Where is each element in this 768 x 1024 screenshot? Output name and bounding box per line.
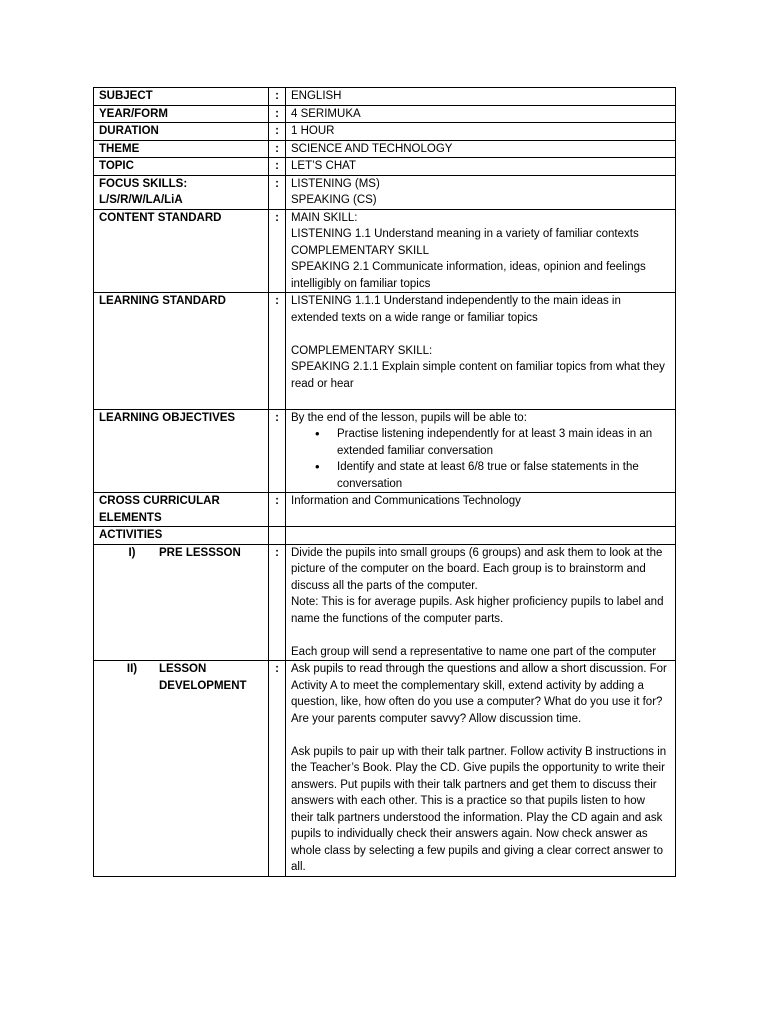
row-topic (94, 158, 676, 176)
objectives-list (291, 426, 670, 492)
separator: : (269, 409, 286, 493)
lesson-development-label (94, 661, 269, 877)
row-learning-standard (94, 293, 676, 410)
objective-item: • Identify and state at least 6/8 true or false statements in the conversation (291, 459, 670, 492)
row-content-standard (94, 209, 676, 293)
learning-standard-value (286, 293, 676, 410)
content-line: SPEAKING 2.1 Communicate information, ideas, opinion and feelings intelligibly on familiar topics (291, 261, 646, 290)
focus-value-line1: LISTENING (MS) (291, 177, 380, 190)
lesson-development-value (286, 661, 676, 877)
separator: : (269, 175, 286, 209)
cross-label-line2: ELEMENTS (99, 511, 162, 524)
pre-lesson-label (94, 544, 269, 661)
separator: : (269, 661, 286, 877)
focus-skills-value (286, 175, 676, 209)
activities-label: ACTIVITIES (94, 527, 269, 545)
cross-curricular-label (94, 493, 269, 527)
separator: : (269, 293, 286, 410)
cross-curricular-value: Information and Communications Technology (286, 493, 676, 527)
row-activities (94, 527, 676, 545)
pre-lesson-note: Note: This is for average pupils. Ask higher proficiency pupils to label and name the functions of the computer parts. (291, 596, 664, 625)
topic-label: TOPIC (94, 158, 269, 176)
row-subject (94, 88, 676, 106)
row-cross-curricular (94, 493, 676, 527)
content-line: COMPLEMENTARY SKILL (291, 244, 430, 257)
separator: : (269, 123, 286, 141)
lesson-development-name-line2: DEVELOPMENT (159, 679, 247, 692)
learning-standard-label: LEARNING STANDARD (94, 293, 269, 410)
focus-skills-label (94, 175, 269, 209)
subject-value: ENGLISH (286, 88, 676, 106)
pre-lesson-paragraph: Divide the pupils into small groups (6 groups) and ask them to look at the picture of the computer on the board. Each group is to brainstorm and discuss all the parts of the computer. (291, 546, 663, 592)
cross-label-line1: CROSS CURRICULAR (99, 495, 220, 507)
year-value: 4 SERIMUKA (286, 105, 676, 123)
separator: : (269, 158, 286, 176)
row-focus-skills (94, 175, 676, 209)
duration-value: 1 HOUR (286, 123, 676, 141)
lesson-development-paragraph: Ask pupils to read through the questions and allow a short discussion. For Activity A to meet the complementary skill, extend activity by adding a question, like, how often do you use a computer? What do you use it for? Are your parents computer savvy? Allow discussion time. (291, 663, 667, 725)
focus-value-line2: SPEAKING (CS) (291, 194, 377, 206)
content-standard-label: CONTENT STANDARD (94, 209, 269, 293)
learning-standard-comp-heading: COMPLEMENTARY SKILL: (291, 344, 433, 357)
row-year (94, 105, 676, 123)
separator: : (269, 140, 286, 158)
year-label: YEAR/FORM (94, 105, 269, 123)
pre-lesson-paragraph: Each group will send a representative to name one part of the computer (291, 645, 657, 658)
learning-standard-comp: SPEAKING 2.1.1 Explain simple content on familiar topics from what they read or hear (291, 361, 665, 390)
separator: : (269, 105, 286, 123)
content-line: MAIN SKILL: (291, 211, 358, 224)
row-pre-lesson (94, 544, 676, 661)
duration-label: DURATION (94, 123, 269, 141)
row-learning-objectives (94, 409, 676, 493)
topic-value: LET’S CHAT (286, 158, 676, 176)
separator: : (269, 88, 286, 106)
row-duration (94, 123, 676, 141)
lesson-development-number: II) (126, 663, 138, 675)
content-standard-value (286, 209, 676, 293)
theme-label: THEME (94, 140, 269, 158)
pre-lesson-value (286, 544, 676, 661)
learning-standard-main: LISTENING 1.1.1 Understand independently to the main ideas in extended texts on a wide range or familiar topics (291, 295, 621, 324)
learning-objectives-label: LEARNING OBJECTIVES (94, 409, 269, 493)
objectives-intro: By the end of the lesson, pupils will be able to: (291, 411, 527, 424)
row-theme (94, 140, 676, 158)
lesson-development-name-line1: LESSON (159, 663, 207, 675)
content-line: LISTENING 1.1 Understand meaning in a variety of familiar contexts (291, 228, 639, 240)
learning-objectives-value (286, 409, 676, 493)
separator: : (269, 493, 286, 527)
focus-label-line2: L/S/R/W/LA/LiA (99, 194, 183, 206)
objective-item: • Practise listening independently for at least 3 main ideas in an extended familiar conversation (291, 426, 670, 459)
subject-label: SUBJECT (94, 88, 269, 106)
lesson-plan-table (93, 87, 676, 877)
focus-label-line1: FOCUS SKILLS: (99, 177, 188, 190)
separator: : (269, 544, 286, 661)
separator: : (269, 209, 286, 293)
row-lesson-development (94, 661, 676, 877)
pre-lesson-name: PRE LESSSON (159, 546, 241, 559)
lesson-development-paragraph: Ask pupils to pair up with their talk partner. Follow activity B instructions in the Teacher’s Book. Play the CD. Give pupils the opportunity to write their answers. Put pupils with their talk partners and get them to discuss their answers with each other. This is a practice so that pupils listen to how their talk partners understood the information. Play the CD again and ask pupils to individually check their answers again. Now check answer as whole class by selecting a few pupils and giving a clear correct answer to all. (291, 745, 667, 873)
pre-lesson-number: I) (128, 546, 136, 559)
theme-value: SCIENCE AND TECHNOLOGY (286, 140, 676, 158)
